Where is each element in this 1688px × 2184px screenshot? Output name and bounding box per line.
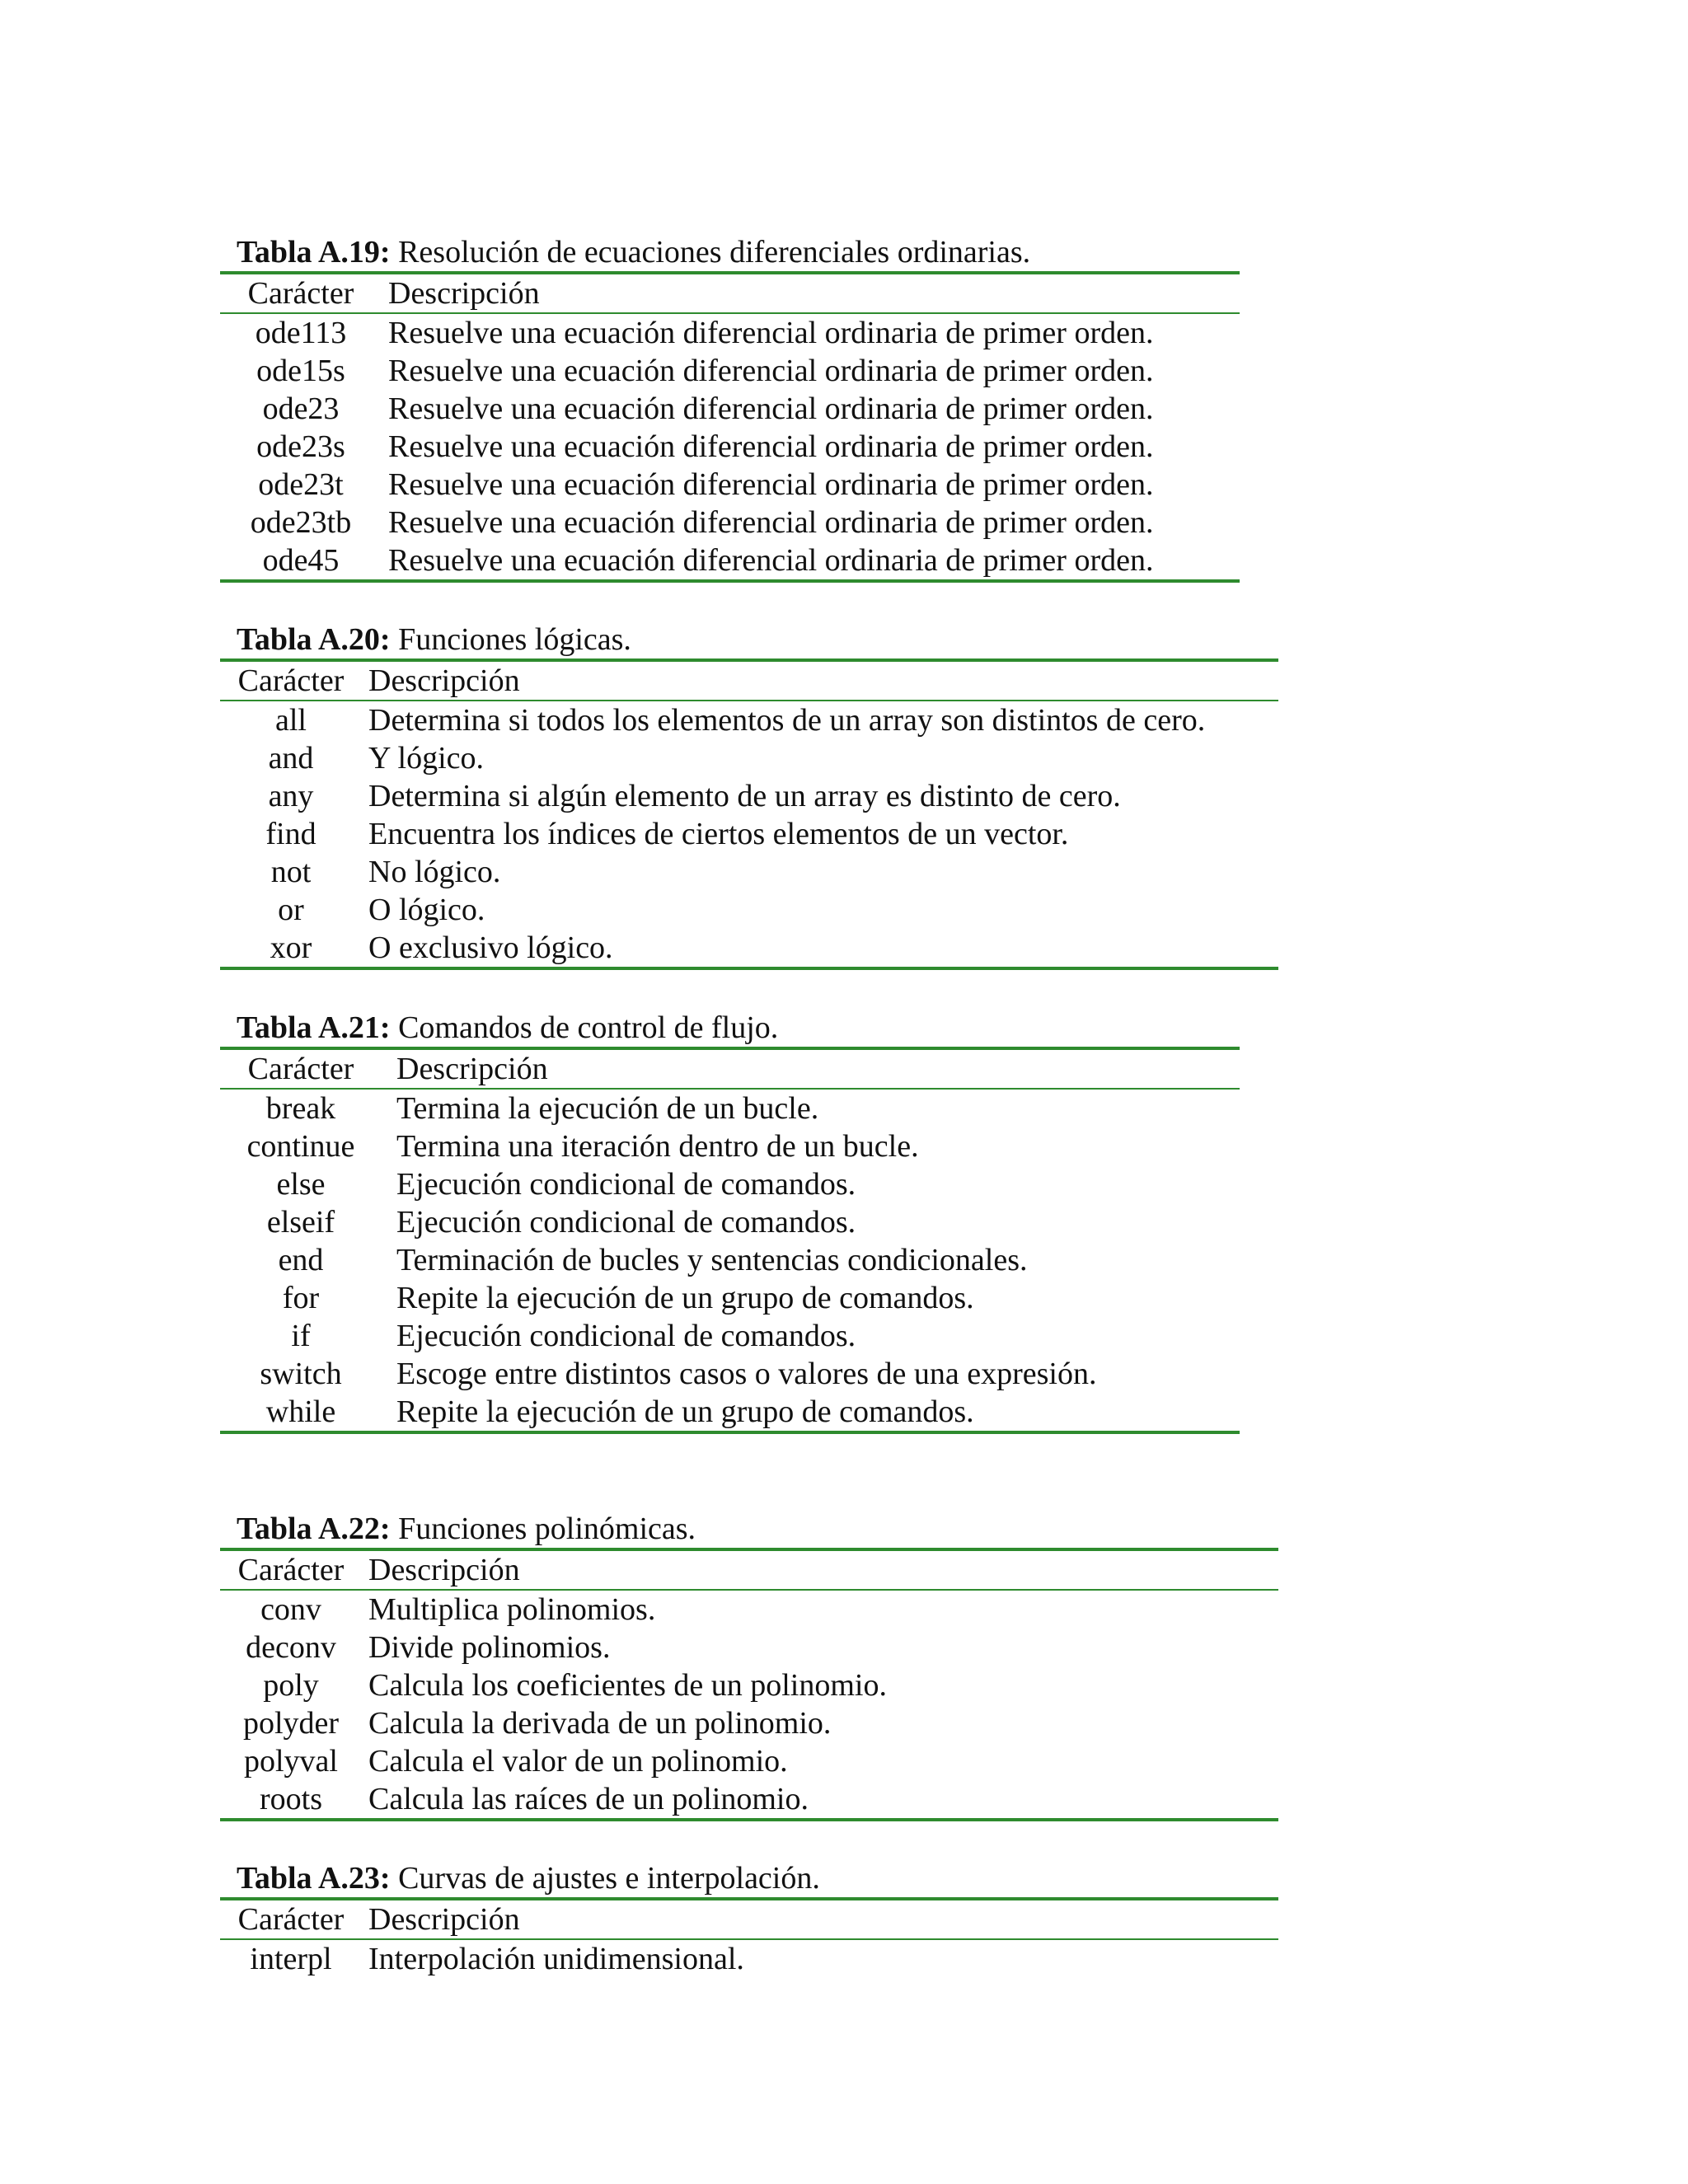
cell-descripcion: Termina la ejecución de un bucle. <box>396 1091 819 1126</box>
cell-caracter: polyval <box>244 1744 338 1779</box>
cell-caracter: all <box>275 703 307 738</box>
header-descripcion: Descripción <box>368 1902 520 1937</box>
table-label: Tabla A.19: <box>237 235 391 269</box>
table-22 <box>220 1510 1278 1821</box>
header-descripcion: Descripción <box>368 1553 520 1587</box>
cell-descripcion: Resuelve una ecuación diferencial ordinaria de primer orden. <box>388 316 1154 350</box>
table-row <box>220 853 1278 891</box>
table-caption <box>220 1009 1240 1047</box>
table-caption <box>220 1510 1278 1548</box>
table-title: Curvas de ajustes e interpolación. <box>390 1861 820 1896</box>
table-row <box>220 1629 1278 1666</box>
table-row <box>220 1279 1240 1317</box>
table-header-row <box>220 274 1240 312</box>
header-descripcion: Descripción <box>388 276 540 311</box>
table-row <box>220 1704 1278 1742</box>
cell-caracter: any <box>268 779 314 813</box>
table-row <box>220 777 1278 815</box>
table-bottom-rule <box>220 579 1240 583</box>
table-row <box>220 1666 1278 1704</box>
cell-descripcion: Ejecución condicional de comandos. <box>396 1319 856 1353</box>
cell-caracter: ode23s <box>256 429 345 464</box>
cell-caracter: find <box>265 817 316 851</box>
table-row <box>220 428 1240 466</box>
table-caption <box>220 1859 1278 1897</box>
table-row <box>220 1090 1240 1127</box>
cell-descripcion: Multiplica polinomios. <box>368 1592 656 1627</box>
table-label: Tabla A.22: <box>237 1511 391 1546</box>
cell-descripcion: Resuelve una ecuación diferencial ordinaria de primer orden. <box>388 467 1154 502</box>
table-row <box>220 1780 1278 1818</box>
cell-caracter: break <box>265 1091 336 1126</box>
cell-descripcion: Resuelve una ecuación diferencial ordinaria de primer orden. <box>388 429 1154 464</box>
table-label: Tabla A.20: <box>237 622 391 657</box>
cell-caracter: ode23t <box>258 467 344 502</box>
cell-descripcion: Ejecución condicional de comandos. <box>396 1205 856 1240</box>
cell-caracter: roots <box>260 1782 322 1816</box>
cell-descripcion: Y lógico. <box>368 741 485 776</box>
cell-descripcion: Terminación de bucles y sentencias condicionales. <box>396 1243 1028 1277</box>
cell-descripcion: O exclusivo lógico. <box>368 930 613 965</box>
table-row <box>220 1317 1240 1355</box>
table-row <box>220 1393 1240 1431</box>
table-bottom-rule <box>220 1431 1240 1434</box>
table-row <box>220 352 1240 390</box>
cell-caracter: ode113 <box>255 316 347 350</box>
cell-caracter: poly <box>263 1668 319 1703</box>
cell-descripcion: Resuelve una ecuación diferencial ordinaria de primer orden. <box>388 391 1154 426</box>
cell-caracter: ode23tb <box>250 505 352 540</box>
table-row <box>220 504 1240 541</box>
cell-descripcion: Encuentra los índices de ciertos elementos de un vector. <box>368 817 1069 851</box>
table-label: Tabla A.21: <box>237 1010 391 1045</box>
cell-descripcion: Determina si algún elemento de un array es distinto de cero. <box>368 779 1121 813</box>
cell-caracter: not <box>270 855 312 889</box>
cell-caracter: interpl <box>250 1942 332 1976</box>
table-row <box>220 1241 1240 1279</box>
table-header-row <box>220 1050 1240 1088</box>
cell-caracter: polyder <box>242 1706 340 1741</box>
table-row <box>220 1355 1240 1393</box>
header-descripcion: Descripción <box>368 663 520 698</box>
table-caption <box>220 621 1278 658</box>
cell-descripcion: Calcula el valor de un polinomio. <box>368 1744 788 1779</box>
header-caracter: Carácter <box>247 1052 354 1086</box>
cell-descripcion: Calcula las raíces de un polinomio. <box>368 1782 809 1816</box>
table-row <box>220 1127 1240 1165</box>
cell-caracter: continue <box>246 1129 355 1164</box>
table-row <box>220 815 1278 853</box>
cell-caracter: ode23 <box>262 391 340 426</box>
cell-caracter: while <box>265 1394 336 1429</box>
header-caracter: Carácter <box>237 1902 345 1937</box>
header-descripcion: Descripción <box>396 1052 548 1086</box>
table-row <box>220 1742 1278 1780</box>
table-title: Comandos de control de flujo. <box>390 1010 779 1045</box>
cell-descripcion: Calcula los coeficientes de un polinomio. <box>368 1668 887 1703</box>
table-row <box>220 701 1278 739</box>
cell-descripcion: Resuelve una ecuación diferencial ordinaria de primer orden. <box>388 543 1154 578</box>
table-header-row <box>220 1900 1278 1938</box>
cell-descripcion: Determina si todos los elementos de un array son distintos de cero. <box>368 703 1206 738</box>
table-23 <box>220 1859 1278 1978</box>
cell-caracter: xor <box>270 930 312 965</box>
cell-descripcion: Repite la ejecución de un grupo de comandos. <box>396 1281 974 1315</box>
table-19 <box>220 233 1240 583</box>
cell-caracter: if <box>291 1319 311 1353</box>
table-row <box>220 541 1240 579</box>
cell-descripcion: Termina una iteración dentro de un bucle. <box>396 1129 919 1164</box>
table-header-row <box>220 662 1278 700</box>
table-title: Funciones lógicas. <box>390 622 631 657</box>
table-title: Resolución de ecuaciones diferenciales ordinarias. <box>390 235 1031 269</box>
cell-caracter: ode45 <box>262 543 340 578</box>
cell-caracter: or <box>278 893 304 927</box>
cell-descripcion: O lógico. <box>368 893 485 927</box>
cell-descripcion: Resuelve una ecuación diferencial ordinaria de primer orden. <box>388 505 1154 540</box>
cell-descripcion: No lógico. <box>368 855 501 889</box>
table-row <box>220 1165 1240 1203</box>
table-header-row <box>220 1551 1278 1589</box>
table-row <box>220 390 1240 428</box>
table-row <box>220 891 1278 929</box>
cell-caracter: else <box>276 1167 326 1202</box>
cell-descripcion: Ejecución condicional de comandos. <box>396 1167 856 1202</box>
cell-caracter: ode15s <box>256 354 345 388</box>
cell-caracter: elseif <box>266 1205 335 1240</box>
table-row <box>220 466 1240 504</box>
cell-descripcion: Interpolación unidimensional. <box>368 1942 744 1976</box>
table-row <box>220 929 1278 967</box>
header-caracter: Carácter <box>237 1553 345 1587</box>
table-bottom-rule <box>220 967 1278 970</box>
table-row <box>220 1940 1278 1978</box>
table-bottom-rule <box>220 1818 1278 1821</box>
cell-caracter: conv <box>260 1592 321 1627</box>
header-caracter: Carácter <box>237 663 345 698</box>
cell-caracter: end <box>278 1243 324 1277</box>
cell-caracter: switch <box>260 1357 342 1391</box>
cell-caracter: and <box>268 741 314 776</box>
cell-descripcion: Resuelve una ecuación diferencial ordinaria de primer orden. <box>388 354 1154 388</box>
cell-descripcion: Repite la ejecución de un grupo de comandos. <box>396 1394 974 1429</box>
table-row <box>220 1591 1278 1629</box>
cell-caracter: deconv <box>246 1630 336 1665</box>
table-caption <box>220 233 1240 271</box>
table-21 <box>220 1009 1240 1434</box>
table-label: Tabla A.23: <box>237 1861 391 1896</box>
cell-descripcion: Divide polinomios. <box>368 1630 611 1665</box>
table-title: Funciones polinómicas. <box>390 1511 696 1546</box>
table-20 <box>220 621 1278 970</box>
header-caracter: Carácter <box>247 276 354 311</box>
table-row <box>220 1203 1240 1241</box>
cell-descripcion: Escoge entre distintos casos o valores de una expresión. <box>396 1357 1097 1391</box>
table-row <box>220 739 1278 777</box>
cell-caracter: for <box>282 1281 320 1315</box>
cell-descripcion: Calcula la derivada de un polinomio. <box>368 1706 832 1741</box>
table-row <box>220 314 1240 352</box>
